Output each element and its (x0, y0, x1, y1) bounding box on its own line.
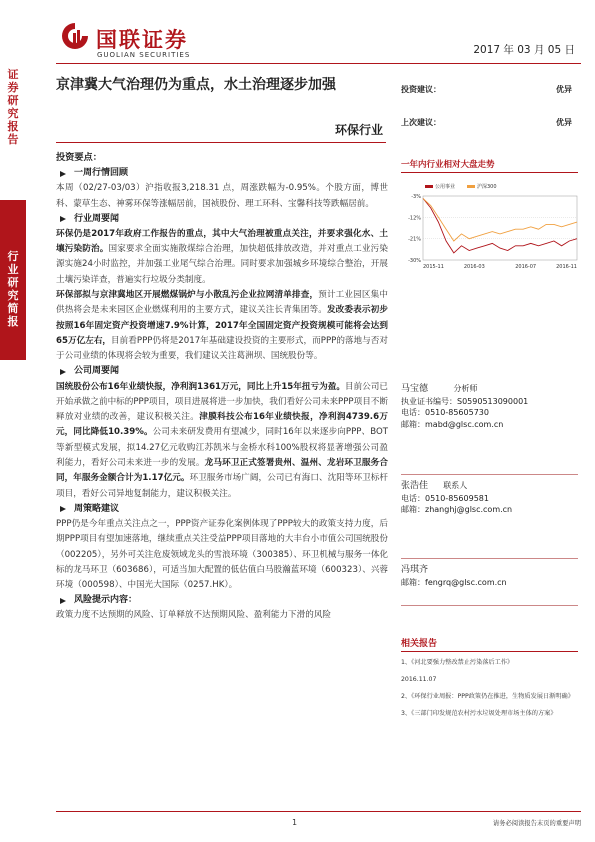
brand-name: 国联证券 (96, 28, 188, 52)
triangle-bullet-icon (60, 369, 66, 375)
strategy-paragraph: PPP仍是今年重点关注点之一，PPP资产证券化案例体现了PPP较大的政策支持力度，后期PPP项目有望加速落地，继续重点关注受益PPP项目落地的大丰台小市值公司国统股份（002205），另外可关注危废领域龙头的雪浪环境（300385）、环卫机械与服务一体化标的龙马环卫（603686），可适当加大配置的低估值白马股瀚蓝环境（600323）、兴蓉环境（000598）、中国光大国际（0257.HK）。 (56, 518, 389, 591)
chart-legend-swatch (425, 185, 433, 188)
chart-x-tick-label: 2016-07 (515, 264, 537, 270)
chart-y-tick-label: -21% (408, 236, 421, 243)
analyst-name: 冯琪齐 (401, 565, 429, 575)
analyst-block: 马宝德 分析师 执业证书编号：S0590513090001 电话：0510-85605730 邮箱：mabd@glsc.com.cn (401, 384, 529, 429)
section-heading: 一周行情回顾 (56, 166, 388, 181)
section-heading: 风险提示内容： (56, 593, 388, 608)
industry-news-paragraph: 环保部拟与京津冀地区开展燃煤锅炉与小散乱污企业拉网清单排查，预计工业园区集中供热将会是未来园区企业燃煤利用的主要方式，建议关注长青集团等。发改委表示初步按照16年固定资产投资增速7.9%计算，2017年全国固定资产投资规模可能将会达到65万亿左右，目前看PPP仍将是2017年基础建设投资的主要形式，而PPP的落地与否对于公司业绩的体现将会较为重要，我们建议关注葛洲坝、国统股份等。 (56, 290, 388, 362)
analyst-role: 分析师 (453, 384, 478, 393)
divider (401, 558, 578, 559)
chart-legend-label: 公用事业 (435, 184, 456, 190)
related-reports-title: 相关报告 (401, 639, 438, 649)
industry-news-paragraph: 环保仍是2017年政府工作报告的重点，其中大气治理被重点关注，并要求强化水、土壤污染防治。国家要求全面实施散煤综合治理，加快超低排放改造，并对重点工业污染源实施24小时监控，并加强工业尾气综合治理。同时要求加强城乡环境综合整治，开展土壤污染详查，普遍实行垃圾分类制度。 (56, 228, 388, 285)
brand-name-en: GUOLIAN SECURITIES (97, 51, 191, 59)
relative-performance-chart (397, 172, 583, 272)
side-label-report-type: 证券研究报告 (7, 68, 19, 146)
chart-x-tick-label: 2016-03 (463, 264, 485, 270)
rating-previous-value: 优异 (556, 118, 572, 127)
footer-divider (56, 811, 581, 812)
title-divider (56, 142, 386, 143)
chart-y-tick-label: -30% (408, 258, 421, 264)
header-divider (56, 63, 581, 64)
report-date: 2017 年 03 月 05 日 (473, 44, 575, 56)
related-report-item[interactable]: 2、《环保行业周报：PPP政策仍在推进，生物质发展日渐明确》 (401, 693, 574, 700)
industry-label: 环保行业 (334, 123, 383, 137)
related-report-date: 2016.11.07 (401, 676, 437, 683)
market-review-paragraph: 本周（02/27-03/03）沪指收报3,218.31 点，周涨跌幅为-0.95%。个股方面，博世科、蒙草生态、神雾环保等涨幅居前，国祯股份、理工环科、宝馨科技等跌幅居前。 (56, 183, 388, 209)
analyst-phone: 0510-85609581 (425, 493, 489, 503)
related-reports-divider (401, 651, 578, 652)
section-heading: 公司周要闻 (56, 365, 388, 380)
related-report-item[interactable]: 3、《三部门印发规范农村污水垃圾处理市场主体的方案》 (401, 710, 557, 717)
related-reports-list (401, 656, 579, 724)
rating-previous-label: 上次建议： (401, 118, 441, 127)
analyst-block: 冯琪齐 邮箱：fengrq@glsc.com.cn (401, 565, 507, 587)
chart-series-line (423, 198, 577, 241)
chart-y-tick-label: -12% (408, 215, 421, 222)
triangle-bullet-icon (60, 598, 66, 604)
chart-y-tick-label: -3% (411, 194, 421, 200)
analyst-name: 张浩佳 (401, 481, 429, 491)
chart-x-tick-label: 2015-11 (423, 264, 444, 270)
side-label-report-category: 行业研究简报 (7, 250, 19, 328)
analyst-role: 联系人 (443, 481, 468, 490)
analyst-name: 马宝德 (401, 384, 429, 394)
triangle-bullet-icon (60, 506, 66, 512)
risk-paragraph: 政策力度不达预期的风险、订单释放不达预期风险、盈利能力下滑的风险 (56, 610, 332, 621)
section-heading: 行业周要闻 (56, 212, 388, 227)
footer-disclaimer: 请务必阅读报告末页的重要声明 (492, 820, 581, 827)
report-title: 京津冀大气治理仍为重点，水土治理逐步加强 (56, 77, 336, 93)
triangle-bullet-icon (60, 171, 66, 177)
divider (401, 474, 578, 475)
page-number: 1 (292, 818, 298, 827)
analyst-email[interactable]: fengrq@glsc.com.cn (425, 577, 507, 587)
chart-legend-swatch (467, 185, 475, 188)
chart-legend-label: 沪深300 (477, 184, 497, 190)
chart-series-line (423, 198, 577, 253)
analyst-cert: S0590513090001 (457, 396, 529, 406)
chart-plot-frame (423, 196, 577, 260)
related-report-item[interactable]: 1、《河北要强力整改禁止污染落后工作》 (401, 659, 514, 666)
rating-current-value: 优异 (556, 85, 572, 94)
analyst-phone: 0510-85605730 (425, 408, 489, 417)
rating-current-label: 投资建议： (401, 85, 441, 94)
key-points-title: 投资要点： (56, 152, 102, 163)
analyst-email[interactable]: zhanghj@glsc.com.cn (425, 505, 513, 514)
analyst-block: 张浩佳 联系人 电话：0510-85609581 邮箱：zhanghj@glsc.com.cn (401, 481, 513, 514)
chart-x-tick-label: 2016-11 (556, 264, 577, 270)
company-news-paragraph: 国统股份公布16年业绩快报，净利润1361万元，同比上升15年扭亏为盈。目前公司已开始承做之前中标的PPP项目，项目进展将进一步加快，我们看好公司未来PPP项目不断释放对业绩的改善，建议积极关注。津膜科技公布16年业绩快报，净利润4739.6万元，同比降低10.39%。公司未来研发费用有望减少，同时16年以来逐步向PPP、BOT等新型模式发展，拟14.27亿元收购江苏凯米与金桥水科100%股权将显著增强公司盈利能力，看好公司未来进一步的发展。龙马环卫正式签署贵州、温州、龙岩环卫服务合同，年服务金额合计为1.17亿元。环卫服务市场广阔，公司已有海口、沈阳等环卫标杆项目，看好公司异地复制能力，建议积极关注。 (56, 381, 388, 499)
analyst-email[interactable]: mabd@glsc.com.cn (425, 419, 504, 429)
section-heading: 周策略建议 (56, 502, 388, 517)
main-content (56, 150, 388, 624)
divider (401, 605, 578, 606)
triangle-bullet-icon (60, 216, 66, 222)
chart-title: 一年内行业相对大盘走势 (401, 160, 495, 170)
guolian-logo-icon (60, 21, 90, 51)
